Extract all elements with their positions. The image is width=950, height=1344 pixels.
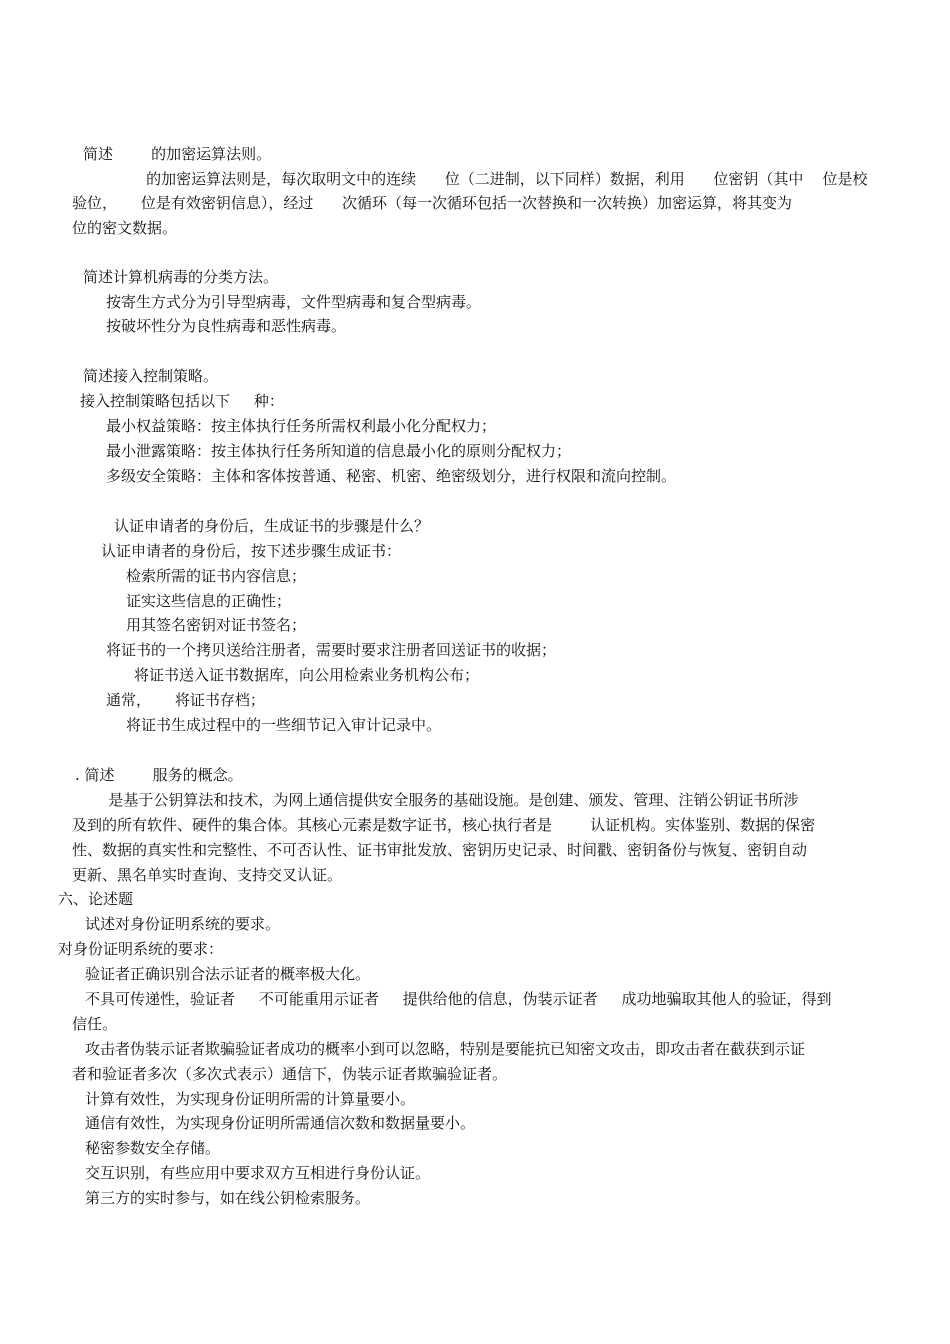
answer-text: 将证书送入证书数据库，向公用检索业务机构公布； [134,666,480,684]
answer-text: 计算有效性，为实现身份证明所需的计算量要小。 [85,1090,416,1108]
answer-text: 认证申请者的身份后，按下述步骤生成证书： [101,542,402,560]
answer-text: 的加密运算法则是，每次取明文中的连续 位（二进制，以下同样）数据，利用 位密钥（其中 位是校 [108,170,868,188]
question-heading: 试述对身份证明系统的要求。 [85,915,281,933]
answer-text: 交互识别，有些应用中要求双方互相进行身份认证。 [85,1164,431,1182]
answer-text: 接入控制策略包括以下 种： [80,392,284,410]
answer-text: 证实这些信息的正确性； [126,592,292,610]
answer-text: 信任。 [72,1015,118,1033]
answer-text: 按破坏性分为良性病毒和恶性病毒。 [106,317,347,335]
answer-text: 将证书生成过程中的一些细节记入审计记录中。 [126,716,442,734]
answer-text: 攻击者伪装示证者欺骗验证者成功的概率小到可以忽略，特别是要能抗已知密文攻击，即攻击者在截获到示证 [85,1040,806,1058]
answer-text: 对身份证明系统的要求： [58,940,224,958]
answer-text: 多级安全策略：主体和客体按普通、秘密、机密、绝密级划分，进行权限和流向控制。 [106,467,677,485]
answer-text: 秘密参数安全存储。 [85,1139,221,1157]
answer-text: 更新、黑名单实时查询、支持交叉认证。 [72,866,343,884]
question-heading: . 简述 服务的概念。 [75,766,243,784]
question-heading: 简述 的加密运算法则。 [83,145,272,163]
answer-text: 最小权益策略：按主体执行任务所需权利最小化分配权力； [106,417,497,435]
question-heading: 简述计算机病毒的分类方法。 [83,268,279,286]
section-title: 六、论述题 [58,890,134,908]
answer-text: 检索所需的证书内容信息； [126,567,307,585]
answer-text: 性、数据的真实性和完整性、不可否认性、证书审批发放、密钥历史记录、时间戳、密钥备份与恢复、密钥自动 [72,841,808,859]
answer-text: 及到的所有软件、硬件的集合体。其核心元素是数字证书，核心执行者是 认证机构。实体鉴别、数据的保密 [72,816,816,834]
answer-text: 第三方的实时参与，如在线公钥检索服务。 [85,1189,371,1207]
answer-text: 将证书的一个拷贝送给注册者，需要时要求注册者回送证书的收据； [106,641,557,659]
answer-text: 通常， 将证书存档； [106,691,265,709]
answer-text: 验证者正确识别合法示证者的概率极大化。 [85,965,371,983]
answer-text: 最小泄露策略：按主体执行任务所知道的信息最小化的原则分配权力； [106,442,572,460]
answer-text: 验位， 位是有效密钥信息），经过 次循环（每一次循环包括一次替换和一次转换）加密运算，将其变为 [72,194,792,212]
answer-text: 按寄生方式分为引导型病毒，文件型病毒和复合型病毒。 [106,293,482,311]
answer-text: 用其签名密钥对证书签名； [126,616,307,634]
question-heading: 简述接入控制策略。 [83,367,219,385]
question-heading: 认证申请者的身份后，生成证书的步骤是什么？ [114,517,430,535]
answer-text: 是基于公钥算法和技术，为网上通信提供安全服务的基础设施。是创建、颁发、管理、注销公钥证书所涉 [75,791,799,809]
answer-text: 者和验证者多次（多次式表示）通信下，伪装示证者欺骗验证者。 [72,1065,508,1083]
answer-text: 不具可传递性，验证者 不可能重用示证者 提供给他的信息，伪装示证者 成功地骗取其他人的验证，得到 [85,990,832,1008]
answer-text: 通信有效性，为实现身份证明所需通信次数和数据量要小。 [85,1114,476,1132]
answer-text: 位的密文数据。 [72,219,178,237]
